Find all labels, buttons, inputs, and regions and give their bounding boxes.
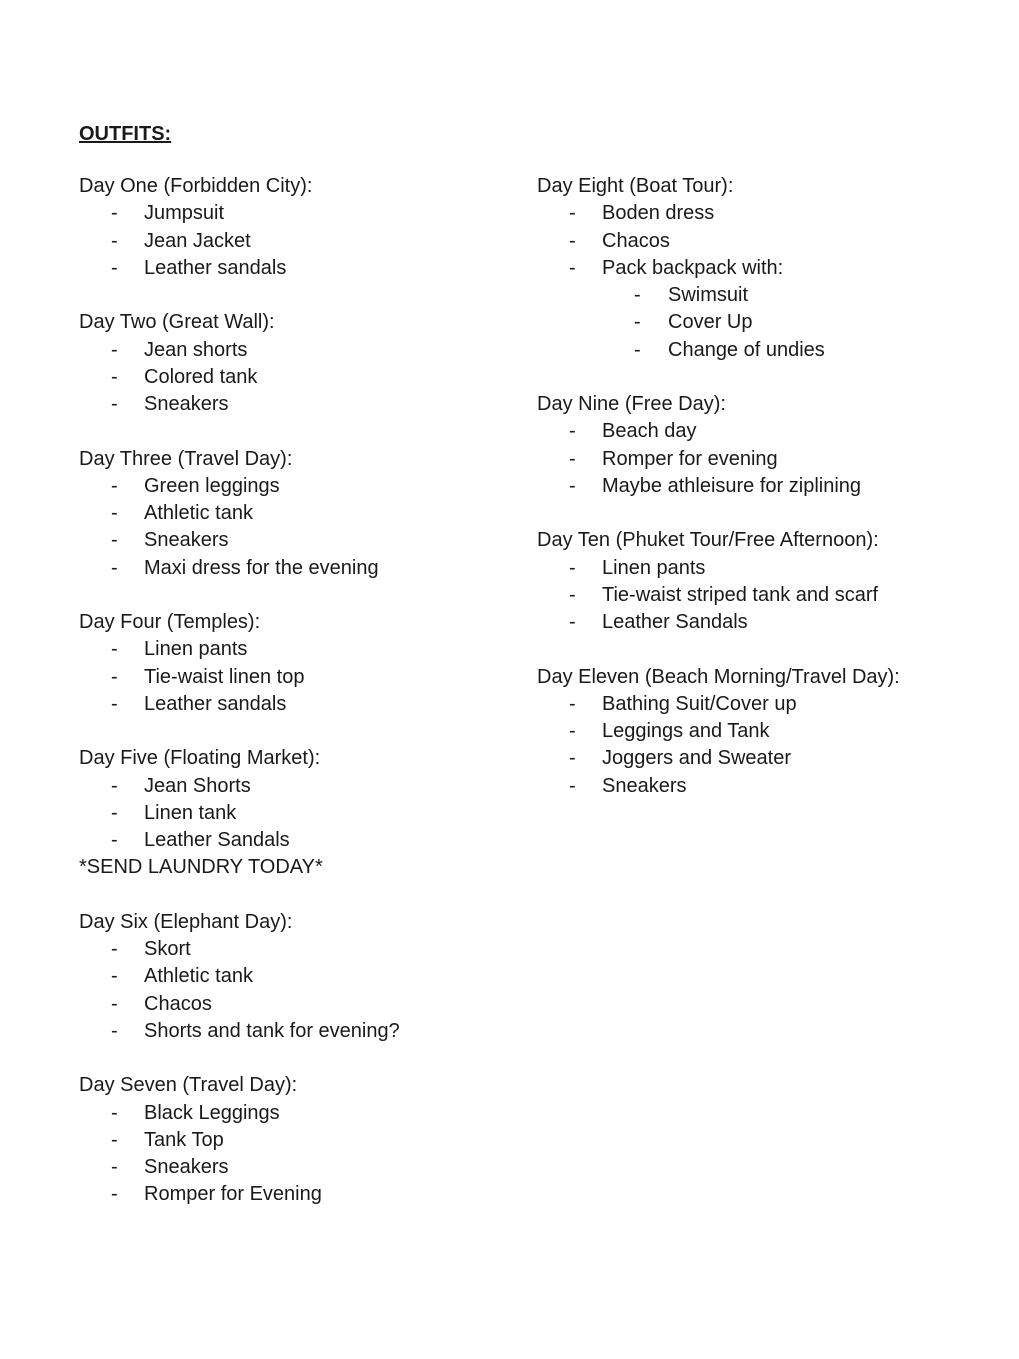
- bullet-dash: -: [111, 256, 118, 279]
- bullet-dash: -: [634, 284, 641, 306]
- outfit-item-text: Linen pants: [602, 556, 706, 579]
- bullet-dash: -: [111, 365, 118, 388]
- day-section: [79, 1072, 519, 1208]
- outfit-item: [79, 963, 519, 990]
- bullet-dash: -: [111, 938, 118, 960]
- section-spacer: [79, 1045, 519, 1072]
- bullet-dash: -: [569, 447, 576, 470]
- outfit-item-text: Romper for evening: [602, 447, 778, 470]
- outfit-item-text: Sneakers: [144, 393, 229, 415]
- bullet-dash: -: [111, 992, 118, 1015]
- bullet-dash: -: [569, 256, 576, 279]
- bullet-dash: -: [111, 774, 118, 797]
- day-heading: Day Three (Travel Day):: [79, 447, 293, 470]
- outfit-item: [79, 827, 519, 854]
- outfit-item-text: Green leggings: [144, 474, 280, 497]
- bullet-dash: -: [111, 502, 118, 524]
- outfit-subitem: [537, 282, 1007, 309]
- bullet-dash: -: [111, 1101, 118, 1124]
- day-section: [79, 446, 519, 582]
- day-section: [537, 391, 1007, 500]
- outfit-item-text: Bathing Suit/Cover up: [602, 692, 797, 715]
- outfit-item: [79, 1154, 519, 1181]
- bullet-dash: -: [111, 556, 118, 579]
- bullet-dash: -: [111, 965, 118, 988]
- outfit-item: [79, 527, 519, 554]
- outfit-item-text: Tank Top: [144, 1128, 224, 1151]
- page-title: OUTFITS:: [79, 123, 172, 145]
- bullet-dash: -: [569, 420, 576, 443]
- day-section: [79, 609, 519, 718]
- section-spacer: [79, 418, 519, 445]
- outfit-item-text: Pack backpack with:: [602, 256, 784, 279]
- left-column: [79, 173, 519, 1209]
- outfit-item: [537, 473, 1007, 500]
- bullet-dash: -: [111, 338, 118, 361]
- bullet-dash: -: [569, 611, 576, 633]
- outfit-item: [79, 636, 519, 663]
- outfit-item: [537, 446, 1007, 473]
- bullet-dash: -: [111, 474, 118, 497]
- outfit-item: [79, 337, 519, 364]
- outfit-item-text: Maxi dress for the evening: [144, 556, 379, 579]
- outfit-item: [537, 200, 1007, 227]
- day-section: [537, 173, 1007, 364]
- outfit-item-text: Colored tank: [144, 365, 258, 388]
- outfit-item-text: Linen pants: [144, 638, 248, 661]
- bullet-dash: -: [569, 474, 576, 497]
- bullet-dash: -: [569, 747, 576, 770]
- outfit-item-text: Black Leggings: [144, 1101, 280, 1124]
- day-section: [79, 309, 519, 418]
- outfit-subitem-text: Change of undies: [668, 338, 825, 361]
- outfit-item: [79, 555, 519, 582]
- outfit-item: [79, 664, 519, 691]
- bullet-dash: -: [111, 529, 118, 552]
- outfit-item: [79, 500, 519, 527]
- bullet-dash: -: [111, 1128, 118, 1151]
- bullet-dash: -: [111, 229, 118, 252]
- outfit-item-text: Shorts and tank for evening?: [144, 1019, 400, 1042]
- laundry-note: *SEND LAUNDRY TODAY*: [79, 856, 323, 879]
- outfit-item: [79, 200, 519, 227]
- outfit-item-text: Jumpsuit: [144, 202, 225, 225]
- section-spacer: [537, 364, 1007, 391]
- section-spacer: [79, 282, 519, 309]
- outfit-item-text: Jean shorts: [144, 338, 248, 361]
- bullet-dash: -: [111, 665, 118, 688]
- section-spacer: [79, 882, 519, 909]
- outfit-item: [79, 1100, 519, 1127]
- bullet-dash: -: [111, 1183, 118, 1206]
- day-section: [537, 527, 1007, 636]
- day-heading: Day Nine (Free Day):: [537, 393, 726, 415]
- bullet-dash: -: [634, 311, 641, 334]
- outfit-item: [79, 936, 519, 963]
- bullet-dash: -: [569, 774, 576, 797]
- outfit-item: [79, 800, 519, 827]
- section-spacer: [79, 718, 519, 745]
- day-heading: Day Eleven (Beach Morning/Travel Day):: [537, 665, 900, 688]
- outfit-subitem-text: Cover Up: [668, 311, 753, 334]
- outfit-item-text: Jean Jacket: [144, 229, 251, 252]
- outfit-item: [79, 691, 519, 718]
- outfit-item: [537, 773, 1007, 800]
- outfit-item: [537, 228, 1007, 255]
- day-section: [537, 664, 1007, 800]
- day-section: [79, 745, 519, 881]
- day-heading: Day Seven (Travel Day):: [79, 1074, 298, 1097]
- outfit-item: [537, 418, 1007, 445]
- outfit-subitem: [537, 337, 1007, 364]
- outfit-item: [79, 1018, 519, 1045]
- bullet-dash: -: [111, 393, 118, 415]
- day-heading: Day Ten (Phuket Tour/Free Afternoon):: [537, 529, 879, 552]
- outfit-item: [79, 391, 519, 418]
- outfit-item: [537, 555, 1007, 582]
- outfit-item-text: Tie-waist linen top: [144, 665, 305, 688]
- bullet-dash: -: [111, 692, 118, 715]
- outfit-item-text: Sneakers: [144, 1156, 229, 1178]
- outfit-item-text: Chacos: [144, 992, 212, 1015]
- outfit-item: [79, 228, 519, 255]
- outfit-item: [537, 255, 1007, 282]
- section-spacer: [537, 500, 1007, 527]
- outfit-item: [79, 364, 519, 391]
- day-heading: Day Eight (Boat Tour):: [537, 175, 734, 197]
- outfit-item: [79, 473, 519, 500]
- day-heading: Day Two (Great Wall):: [79, 311, 275, 334]
- outfit-item-text: Athletic tank: [144, 965, 253, 988]
- bullet-dash: -: [111, 829, 118, 851]
- outfit-item-text: Leather sandals: [144, 256, 287, 279]
- bullet-dash: -: [111, 1156, 118, 1178]
- outfit-item-text: Leather sandals: [144, 692, 287, 715]
- outfit-item-text: Boden dress: [602, 202, 715, 225]
- day-heading: Day Four (Temples):: [79, 611, 261, 633]
- day-heading: Day One (Forbidden City):: [79, 175, 313, 197]
- outfit-item-text: Tie-waist striped tank and scarf: [602, 583, 879, 606]
- bullet-dash: -: [569, 583, 576, 606]
- section-spacer: [537, 636, 1007, 663]
- outfit-item: [79, 1181, 519, 1208]
- outfit-item-text: Skort: [144, 938, 191, 960]
- outfit-item-text: Jean Shorts: [144, 774, 251, 797]
- bullet-dash: -: [111, 1019, 118, 1042]
- day-heading: Day Six (Elephant Day):: [79, 910, 293, 933]
- outfit-item-text: Linen tank: [144, 801, 237, 824]
- bullet-dash: -: [569, 692, 576, 715]
- outfit-item-text: Sneakers: [144, 529, 229, 552]
- outfit-item-text: Leather Sandals: [602, 611, 748, 633]
- outfit-item-text: Leather Sandals: [144, 829, 290, 851]
- day-heading: Day Five (Floating Market):: [79, 747, 321, 770]
- outfit-item: [79, 991, 519, 1018]
- outfit-item-text: Leggings and Tank: [602, 720, 770, 742]
- outfit-item: [79, 255, 519, 282]
- section-spacer: [79, 582, 519, 609]
- outfit-item-text: Sneakers: [602, 774, 687, 797]
- bullet-dash: -: [569, 229, 576, 252]
- outfit-subitem: [537, 309, 1007, 336]
- bullet-dash: -: [111, 202, 118, 225]
- day-section: [79, 909, 519, 1045]
- outfit-item: [537, 582, 1007, 609]
- bullet-dash: -: [111, 801, 118, 824]
- bullet-dash: -: [569, 720, 576, 742]
- outfit-item-text: Maybe athleisure for ziplining: [602, 474, 862, 497]
- outfit-item-text: Joggers and Sweater: [602, 747, 792, 770]
- outfit-item-text: Chacos: [602, 229, 670, 252]
- outfit-item: [79, 773, 519, 800]
- outfit-item-text: Romper for Evening: [144, 1183, 322, 1206]
- outfit-item: [537, 691, 1007, 718]
- bullet-dash: -: [569, 556, 576, 579]
- right-column: [537, 173, 1007, 800]
- outfit-item: [537, 745, 1007, 772]
- outfit-item-text: Athletic tank: [144, 502, 253, 524]
- outfit-item: [537, 609, 1007, 636]
- bullet-dash: -: [634, 338, 641, 361]
- outfit-item: [537, 718, 1007, 745]
- outfit-item: [79, 1127, 519, 1154]
- bullet-dash: -: [111, 638, 118, 661]
- day-section: [79, 173, 519, 282]
- outfit-item-text: Beach day: [602, 420, 697, 443]
- outfit-subitem-text: Swimsuit: [668, 284, 749, 306]
- bullet-dash: -: [569, 202, 576, 225]
